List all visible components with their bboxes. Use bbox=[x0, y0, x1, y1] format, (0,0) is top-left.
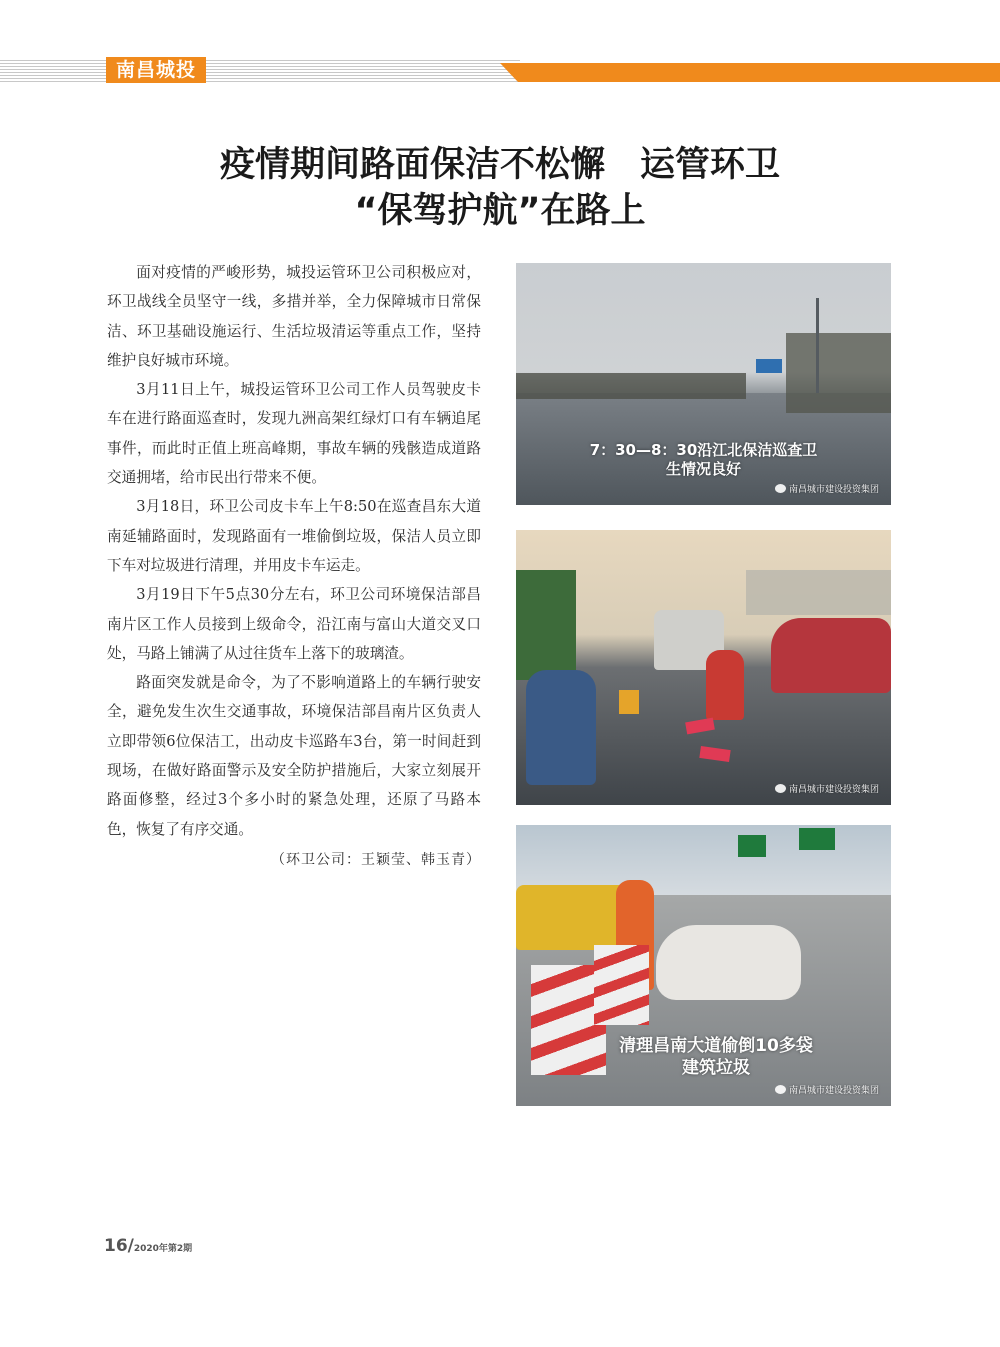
worker-red bbox=[706, 650, 744, 720]
header-accent-bar bbox=[500, 63, 1000, 82]
wechat-icon bbox=[775, 484, 786, 493]
road-sign bbox=[756, 359, 782, 373]
article-title bbox=[100, 142, 900, 234]
tree-line bbox=[516, 373, 746, 399]
paragraph: 3月18日，环卫公司皮卡车上午8:50在巡查昌东大道南延辅路面时，发现路面有一堆偷倒垃圾，保洁人员立即下车对垃圾进行清理，并用皮卡车运走。 bbox=[107, 498, 481, 574]
paragraph: 3月11日上午，城投运管环卫公司工作人员驾驶皮卡车在进行路面巡查时，发现九洲高架红绿灯口有车辆追尾事件，而此时正值上班高峰期，事故车辆的残骸造成道路交通拥堵，给市民出行带来不便。 bbox=[107, 381, 481, 487]
worker-blue bbox=[526, 670, 596, 785]
article-credit: （环卫公司：王颖莹、韩玉青） bbox=[271, 851, 481, 868]
yellow-bucket bbox=[619, 690, 639, 714]
article-body bbox=[107, 258, 481, 875]
waste-bags bbox=[656, 925, 801, 1000]
title-line-1: 疫情期间路面保洁不松懈 运管环卫 bbox=[219, 145, 780, 185]
street-lamp bbox=[816, 298, 819, 393]
photo-watermark: 南昌城市建设投资集团 bbox=[775, 1083, 879, 1096]
wechat-icon bbox=[775, 1085, 786, 1094]
wechat-icon bbox=[775, 784, 786, 793]
red-dustpan bbox=[685, 718, 715, 735]
photo-clearing-waste bbox=[516, 825, 891, 1106]
photo-sweeping-road bbox=[516, 530, 891, 805]
page-number: 16/ bbox=[104, 1236, 134, 1256]
photo-expressway bbox=[516, 263, 891, 505]
paragraph: 路面突发就是命令，为了不影响道路上的车辆行驶安全，避免发生次生交通事故，环境保洁部昌南片区负责人立即带领6位保洁工，出动皮卡巡路车3台，第一时间赶到现场，在做好路面警示及安全防护措施后，大家立刻展开路面修整，经过3个多小时的紧急处理，还原了马路本色，恢复了有序交通。 bbox=[107, 674, 481, 838]
title-line-2: “保驾护航”在路上 bbox=[354, 191, 646, 231]
photo-watermark: 南昌城市建设投资集团 bbox=[775, 782, 879, 795]
green-road-sign bbox=[799, 828, 835, 850]
issue-label: 2020年第2期 bbox=[133, 1244, 193, 1254]
header-stripe-band bbox=[0, 60, 520, 82]
red-car bbox=[771, 618, 891, 693]
tree-line-right bbox=[786, 333, 891, 413]
red-dustpan bbox=[699, 746, 730, 762]
paragraph: 面对疫情的严峻形势，城投运管环卫公司积极应对，环卫战线全员坚守一线，多措并举，全力保障城市日常保洁、环卫基础设施运行、生活垃圾清运等重点工作，坚持维护良好城市环境。 bbox=[107, 264, 481, 369]
photo-caption: 7：30—8：30沿江北保洁巡查卫 生情况良好 bbox=[589, 441, 818, 478]
paragraph: 3月19日下午5点30分左右，环卫公司环境保洁部昌南片区工作人员接到上级命令，沿江南与富山大道交叉口处，马路上铺满了从过往货车上落下的玻璃渣。 bbox=[107, 586, 481, 662]
green-road-sign bbox=[738, 835, 766, 857]
barrier bbox=[594, 945, 649, 1025]
city-skyline bbox=[746, 570, 891, 615]
section-tag: 南昌城投 bbox=[106, 57, 206, 83]
photo-watermark: 南昌城市建设投资集团 bbox=[775, 482, 879, 495]
photo-caption: 清理昌南大道偷倒10多袋 建筑垃圾 bbox=[619, 1036, 813, 1078]
excavator bbox=[516, 570, 576, 680]
page-footer bbox=[104, 1236, 192, 1256]
